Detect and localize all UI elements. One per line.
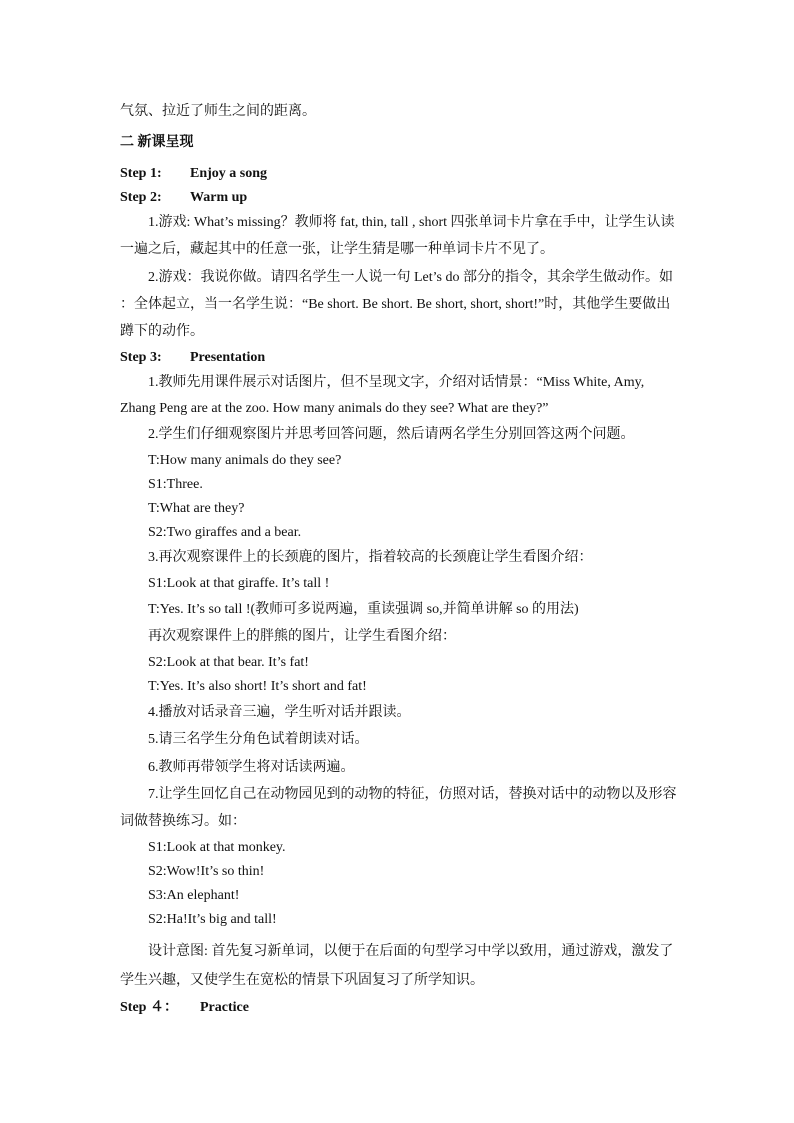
dialogue-line: T:How many animals do they see?	[148, 453, 342, 468]
paragraph-line: 词做替换练习。如：	[120, 814, 246, 829]
dialogue-line: S2:Look at that bear. It’s fat!	[148, 655, 309, 670]
dialogue-line: S2:Ha!It’s big and tall!	[148, 912, 277, 927]
dialogue-line: S3:An elephant!	[148, 888, 240, 903]
paragraph-line: Zhang Peng are at the zoo. How many animals do they see? What are they?”	[120, 401, 549, 416]
paragraph-line: 气氛、拉近了师生之间的距离。	[120, 104, 316, 119]
step-title: Practice	[200, 1000, 249, 1015]
dialogue-line: T:Yes. It’s also short! It’s short and fat!	[148, 679, 367, 694]
paragraph-line: 再次观察课件上的胖熊的图片，让学生看图介绍：	[148, 629, 456, 644]
dialogue-line: S2:Two giraffes and a bear.	[148, 525, 302, 540]
paragraph-line: 一遍之后，藏起其中的任意一张，让学生猜是哪一种单词卡片不见了。	[120, 242, 554, 257]
dialogue-line: S1:Look at that monkey.	[148, 840, 286, 855]
paragraph-line: 4.播放对话录音三遍，学生听对话并跟读。	[148, 705, 411, 720]
paragraph-line: 蹲下的动作。	[120, 324, 204, 339]
step-label: Step 1:	[120, 166, 162, 181]
design-intent-line: 学生兴趣，又使学生在宽松的情景下巩固复习了所学知识。	[120, 973, 484, 988]
step-label: Step 2:	[120, 190, 162, 205]
step-title: Presentation	[190, 350, 266, 365]
paragraph-line: 2.游戏：我说你做。请四名学生一人说一句 Let’s do 部分的指令，其余学生做动作。如	[148, 270, 673, 285]
dialogue-line: S1:Three.	[148, 477, 203, 492]
paragraph-line: 1.教师先用课件展示对话图片，但不呈现文字，介绍对话情景：“Miss White, Amy,	[148, 375, 645, 390]
dialogue-line: T:Yes. It’s so tall !(教师可多说两遍，重读强调 so,并简单讲解 so 的用法)	[148, 602, 579, 617]
paragraph-line: 1.游戏: What’s missing？教师将 fat, thin, tall , short 四张单词卡片拿在手中，让学生认读	[148, 215, 675, 230]
paragraph-line: 5.请三名学生分角色试着朗读对话。	[148, 732, 369, 747]
paragraph-line: 3.再次观察课件上的长颈鹿的图片，指着较高的长颈鹿让学生看图介绍：	[148, 550, 593, 565]
paragraph-line: ：全体起立，当一名学生说：“Be short. Be short. Be short, short, short!”时，其他学生要做出	[120, 297, 671, 312]
section-heading: 二 新课呈现	[120, 135, 194, 150]
step-label: Step ４：	[120, 1000, 178, 1015]
paragraph-line: 6.教师再带领学生将对话读两遍。	[148, 760, 355, 775]
dialogue-line: T:What are they?	[148, 501, 245, 516]
dialogue-line: S1:Look at that giraffe. It’s tall !	[148, 576, 330, 591]
paragraph-line: 7.让学生回忆自己在动物园见到的动物的特征，仿照对话，替换对话中的动物以及形容	[148, 787, 677, 802]
design-intent-line: 设计意图: 首先复习新单词，以便于在后面的句型学习中学以致用，通过游戏，激发了	[148, 944, 674, 959]
step-title: Enjoy a song	[190, 166, 268, 181]
step-title: Warm up	[190, 190, 248, 205]
step-label: Step 3:	[120, 350, 162, 365]
dialogue-line: S2:Wow!It’s so thin!	[148, 864, 265, 879]
paragraph-line: 2.学生们仔细观察图片并思考回答问题，然后请两名学生分别回答这两个问题。	[148, 427, 635, 442]
